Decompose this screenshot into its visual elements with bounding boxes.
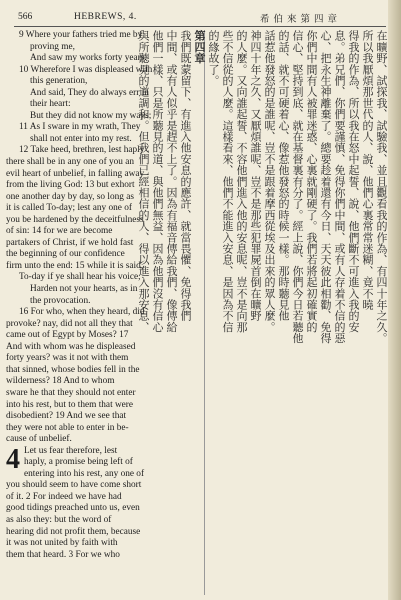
verse-line: they were not able to enter in be-	[6, 422, 129, 433]
page-number: 566	[18, 12, 33, 22]
verse-line: And with whom was he displeased	[6, 341, 136, 352]
verse-line: one another day by day, so long as	[6, 191, 134, 202]
chinese-text-column: 你們中間有人被罪迷惑、心裏就剛硬了。我們若將起初確實的	[305, 30, 318, 333]
chinese-text-column: 話惹他發怒的是誰呢、豈不是跟着摩西從埃及出來的眾人麼。	[263, 30, 276, 333]
verse-line: from the living God: 13 but exhort	[6, 180, 135, 191]
verse-line: cause of unbelief.	[6, 434, 72, 445]
verse-line: sware he that they should not enter	[6, 387, 136, 398]
verse-line: their heart:	[30, 99, 71, 110]
verse-line: partakers of Christ, if we hold fast	[6, 237, 134, 248]
chapter-4-line: entering into his rest, any one of	[24, 468, 145, 479]
chinese-text-column: 息。弟兄們、你們要謹慎、免得你們中間、或有人存着不信的惡	[333, 30, 346, 344]
verse-line: came out of Egypt by Moses? 17	[6, 330, 129, 341]
verse-line: Harden not your hearts, as in	[30, 284, 138, 295]
chapter-drop-number: 4	[6, 443, 20, 475]
chinese-column	[137, 30, 388, 596]
verse-line: provoke? nay, did not all they that	[6, 318, 133, 329]
running-header	[14, 10, 386, 26]
verse-line: there shall be in any one of you an	[6, 157, 135, 168]
verse-line: 12 Take heed, brethren, lest haply	[19, 145, 145, 156]
chapter-4-line: them that heard. 3 For we who	[6, 549, 120, 560]
chinese-text-column: 他們一樣、只是所聽見的道、與他們無益、因為他們沒有信心	[151, 30, 164, 333]
chapter-4-line: Let us fear therefore, lest	[24, 445, 118, 456]
page-gutter-shadow	[388, 0, 401, 600]
verse-line: And saw my works forty years.	[30, 53, 147, 64]
verse-line: into his rest, but to them that were	[6, 399, 134, 410]
verse-line: evil heart of unbelief, in falling away	[6, 168, 145, 179]
verse-line: 11 As I sware in my wrath, They	[19, 122, 141, 133]
header-rule	[14, 26, 386, 27]
verse-line: 16 For who, when they heard, did	[19, 307, 145, 318]
chinese-text-column: 我們既蒙留下、有進入他安息的應許、就當畏懼、免得我們	[179, 30, 192, 322]
chapter-4-line: of it. 2 For indeed we have had	[6, 491, 122, 502]
verse-line: 10 Wherefore I was displeased with	[19, 64, 153, 75]
chapter-4-line: haply, a promise being left of	[24, 457, 133, 468]
verse-line: And said, They do always err in	[30, 87, 149, 98]
chapter-4-line: you should seem to have come short	[6, 480, 142, 491]
verse-line: proving me,	[30, 41, 75, 52]
verse-line: the provocation.	[30, 295, 91, 306]
chinese-chapter-heading: 第四章	[193, 30, 206, 64]
chapter-4-line: hearing did not profit them, because	[6, 526, 141, 537]
verse-line: it is called To-day; lest any one of	[6, 203, 132, 214]
chinese-text-column: 所以我厭煩那世代的人、說、他們心裏常常迷糊、竟不曉	[361, 30, 374, 310]
verse-line: But they did not know my ways;	[30, 110, 152, 121]
verse-line: the beginning of our confidence	[6, 249, 125, 260]
chinese-text-column: 的話、就不可硬着心、像惹他發怒的時候一樣。那時聽見他	[277, 30, 290, 322]
chinese-text-column: 與所聽見的道調和。但我們已經相信的人、得以進入那安息、	[137, 30, 150, 333]
chapter-4-line: it was not united by faith with	[6, 538, 118, 549]
verse-line: 9 Where your fathers tried me by	[19, 30, 143, 40]
chinese-text-column: 中間、或有人似乎是趕不上了。因為有福音傳給我們、像傳給	[165, 30, 178, 333]
chinese-text-column: 信心、堅持到底、就在基督裏有分了。經上說、你們今日若聽他	[291, 30, 304, 344]
verse-line: shall not enter into my rest.	[30, 133, 132, 144]
verse-line: To-day if ye shall hear his voice,	[19, 272, 141, 283]
verse-line: that sinned, whose bodies fell in the	[6, 364, 140, 375]
verse-line: you be hardened by the deceitfulness	[6, 214, 144, 225]
verse-line: this generation,	[30, 76, 88, 87]
chinese-chapter-title: 希伯來第四章	[260, 14, 342, 25]
chapter-4-line: good tidings preached unto us, even	[6, 503, 140, 514]
verse-line: forty years? was it not with them	[6, 353, 129, 364]
chinese-text-column: 得我的作為、所以我在怒中起誓、說、他們斷不可進入我的安	[347, 30, 360, 333]
book-chapter-title: HEBREWS, 4.	[74, 12, 137, 22]
verse-line: disobedient? 19 And we see that	[6, 411, 127, 422]
chinese-text-column: 的人麼。又向誰起誓、不容他們進入他的安息呢、豈不是向那	[235, 30, 248, 333]
chinese-text-column: 些不信從的人麼。這樣看來、他們不能進入安息、是因為不信	[221, 30, 234, 333]
chinese-text-column: 心、把永生神離棄了。總要趁着還有今日、天天彼此相勸、免得	[319, 30, 332, 344]
chinese-text-column: 的緣故了。	[207, 30, 220, 86]
verse-line: wilderness? 18 And to whom	[6, 376, 115, 387]
verse-line: firm unto the end: 15 while it is said,	[6, 260, 144, 271]
chinese-text-column: 在曠野、試探我、試驗我、並且觀看我的作為、有四十年之久。	[375, 30, 388, 344]
verse-line: of sin: 14 for we are become	[6, 226, 113, 237]
chinese-text-column: 神四十年之久、又厭煩誰呢、豈不是那些犯罪屍首倒在曠野	[249, 30, 262, 322]
chapter-4-line: as also they: but the word of	[6, 514, 112, 525]
